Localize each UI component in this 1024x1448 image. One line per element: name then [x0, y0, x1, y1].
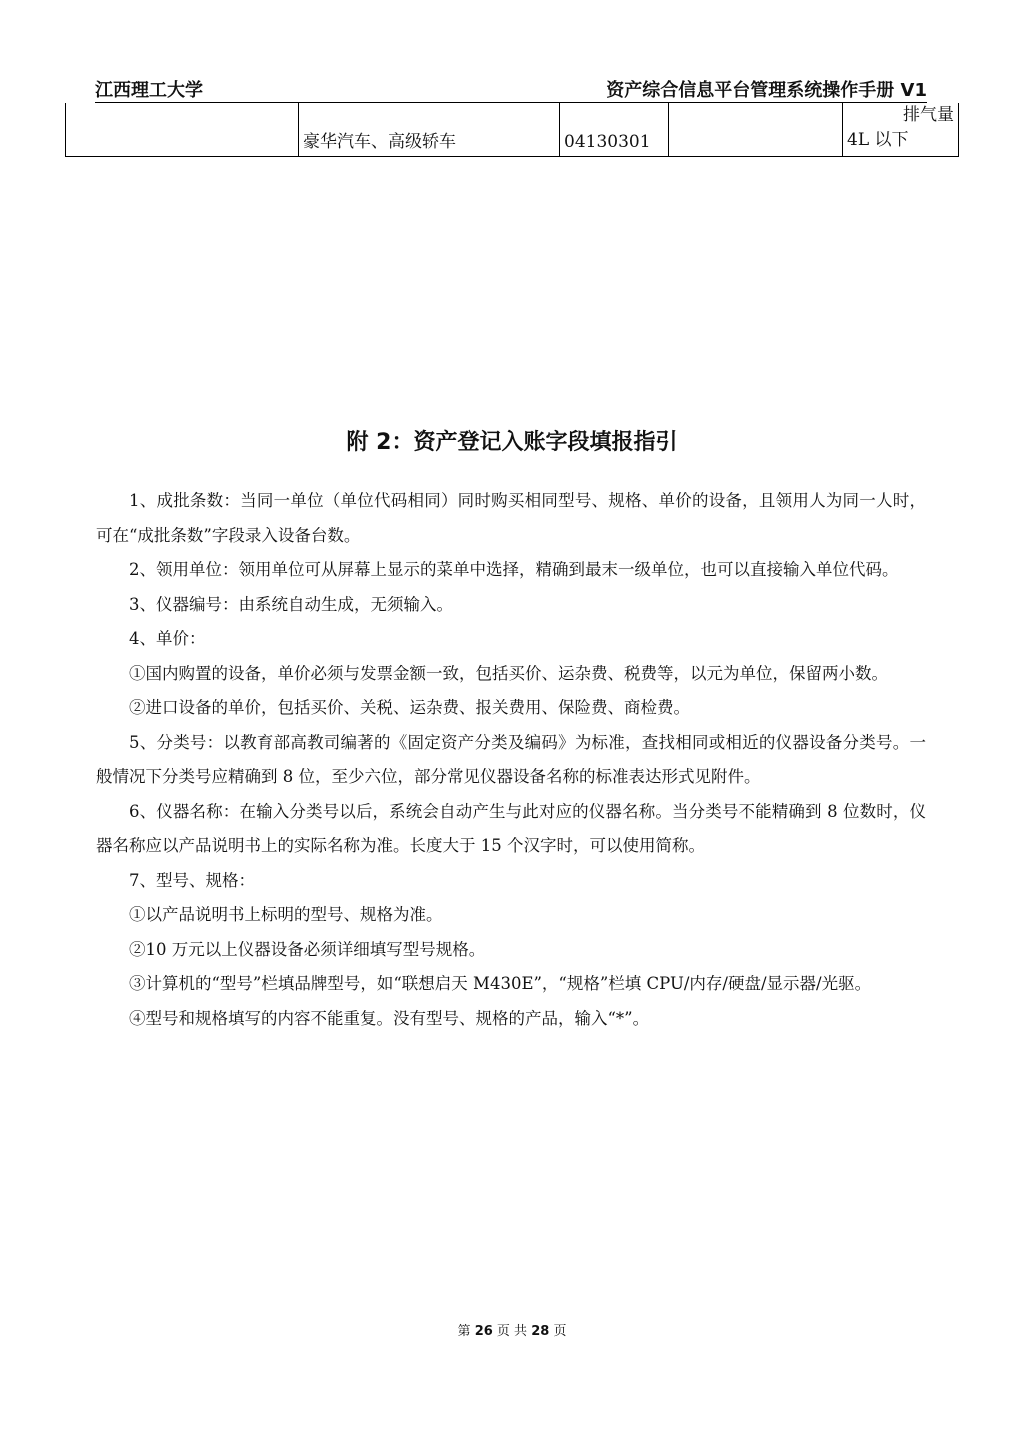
table-cell: [669, 103, 843, 157]
paragraph: ④型号和规格填写的内容不能重复。没有型号、规格的产品，输入“*”。: [129, 1008, 650, 1028]
paragraph: 6、仪器名称：在输入分类号以后，系统会自动产生与此对应的仪器名称。当分类号不能精确到 8 位数时，仪器名称应以产品说明书上的实际名称为准。长度大于 15 个汉字时，可以使用简称。: [96, 801, 926, 855]
page-footer: [0, 1320, 1024, 1339]
paragraph: ③计算机的“型号”栏填品牌型号，如“联想启天 M430E”，“规格”栏填 CPU/内存/硬盘/显示器/光驱。: [129, 974, 872, 993]
footer-mid: 页 共: [496, 1324, 528, 1339]
page-total: 28: [531, 1324, 550, 1339]
note-line-1: 排气量: [903, 105, 954, 125]
body-text: [96, 484, 926, 1036]
paragraph: 7、型号、规格：: [129, 870, 255, 890]
paragraph: 3、仪器编号：由系统自动生成，无须输入。: [129, 594, 453, 614]
paragraph: ②进口设备的单价，包括买价、关税、运杂费、报关费用、保险费、商检费。: [129, 698, 690, 717]
page-header: [95, 74, 927, 103]
paragraph: 4、单价：: [129, 629, 206, 648]
table-fragment: [65, 103, 959, 157]
header-doc-title: 资产综合信息平台管理系统操作手册 V1: [606, 80, 927, 101]
table-row: [66, 103, 959, 157]
section-title: 附 2：资产登记入账字段填报指引: [346, 430, 678, 455]
paragraph: 2、领用单位：领用单位可从屏幕上显示的菜单中选择，精确到最末一级单位，也可以直接输入单位代码。: [129, 560, 899, 579]
paragraph: ①国内购置的设备，单价必须与发票金额一致，包括买价、运杂费、税费等，以元为单位，保留两小数。: [129, 663, 888, 683]
note-line-2: 4L 以下: [847, 130, 909, 150]
paragraph: ②10 万元以上仪器设备必须详细填写型号规格。: [129, 939, 486, 959]
paragraph: 5、分类号：以教育部高教司编著的《固定资产分类及编码》为标准，查找相同或相近的仪器设备分类号。一般情况下分类号应精确到 8 位，至少六位，部分常见仪器设备名称的标准表达形式见附件。: [96, 732, 926, 786]
page-number: 26: [474, 1324, 493, 1339]
table-cell-note: [843, 103, 959, 157]
paragraph: 1、成批条数：当同一单位（单位代码相同）同时购买相同型号、规格、单价的设备，且领用人为同一人时，可在“成批条数”字段录入设备台数。: [96, 491, 926, 545]
footer-prefix: 第: [457, 1324, 471, 1339]
table-cell-code: 04130301: [560, 103, 669, 157]
footer-suffix: 页: [553, 1324, 567, 1339]
table-cell-name: 豪华汽车、高级轿车: [299, 103, 560, 157]
paragraph: ①以产品说明书上标明的型号、规格为准。: [129, 905, 443, 924]
header-org: 江西理工大学: [95, 80, 203, 101]
table-cell: [66, 103, 299, 157]
